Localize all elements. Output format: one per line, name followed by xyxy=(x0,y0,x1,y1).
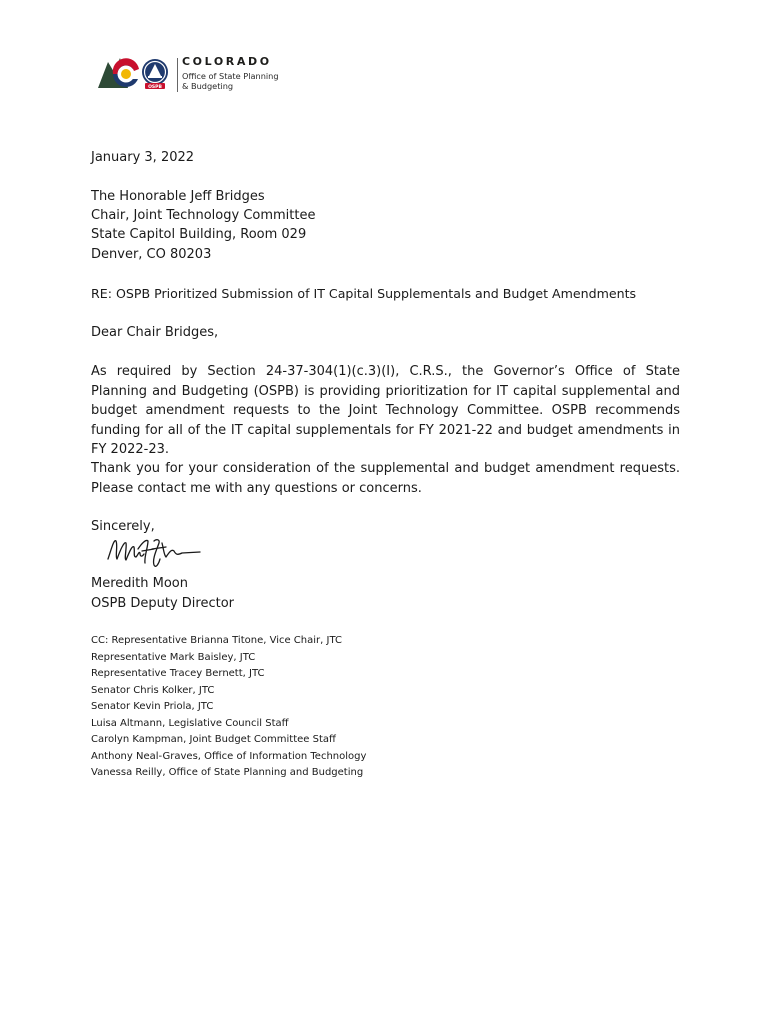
cc-item: Representative Mark Baisley, JTC xyxy=(91,651,256,663)
badge-text: OSPB xyxy=(148,85,162,90)
cc-item: Vanessa Reilly, Office of State Planning and Budgeting xyxy=(91,767,364,778)
cc-item: Representative Tracey Bernett, JTC xyxy=(91,668,265,679)
logo-state-name: COLORADO xyxy=(182,55,272,68)
recipient-name: The Honorable Jeff Bridges xyxy=(91,189,265,204)
subject-line: RE: OSPB Prioritized Submission of IT Capital Supplementals and Budget Amendments xyxy=(91,286,637,301)
recipient-title: Chair, Joint Technology Committee xyxy=(91,208,316,223)
logo-office-name xyxy=(182,71,279,91)
recipient-address-line2: Denver, CO 80203 xyxy=(91,247,212,262)
cc-item: Luisa Altmann, Legislative Council Staff xyxy=(91,717,289,729)
logo-divider xyxy=(177,58,178,92)
handwritten-signature xyxy=(104,533,214,573)
cc-list xyxy=(91,633,366,782)
signer-name: Meredith Moon xyxy=(91,576,188,591)
salutation: Dear Chair Bridges, xyxy=(91,325,219,340)
body-paragraph-1: As required by Section 24-37-304(1)(c.3)(I), C.R.S., the Governor’s Office of State Planning and Budgeting (OSPB) is providing prioritization for IT capital supplemental and budget amendment requests to the Joint Technology Committee. OSPB recommends funding for all of the IT capital supplementals for FY 2021-22 and budget amendments in FY 2022-23. xyxy=(91,364,680,457)
signer-title: OSPB Deputy Director xyxy=(91,596,235,611)
cc-item: Senator Chris Kolker, JTC xyxy=(91,684,215,696)
cc-item: Carolyn Kampman, Joint Budget Committee Staff xyxy=(91,734,336,745)
cc-item: CC: Representative Brianna Titone, Vice Chair, JTC xyxy=(91,635,342,646)
letter-date: January 3, 2022 xyxy=(91,150,195,165)
colorado-emblem-icon xyxy=(98,52,178,98)
logo-office-line1: Office of State Planning xyxy=(182,71,279,81)
recipient-address-line1: State Capitol Building, Room 029 xyxy=(91,227,307,242)
cc-item: Anthony Neal-Graves, Office of Information Technology xyxy=(91,750,367,762)
ospb-logo xyxy=(98,52,298,98)
logo-office-line2: & Budgeting xyxy=(182,81,234,91)
closing: Sincerely, xyxy=(91,519,155,534)
body-paragraph-2: Thank you for your consideration of the supplemental and budget amendment requests. Please contact me with any questions or concerns. xyxy=(91,461,680,496)
cc-item: Senator Kevin Priola, JTC xyxy=(91,701,214,712)
